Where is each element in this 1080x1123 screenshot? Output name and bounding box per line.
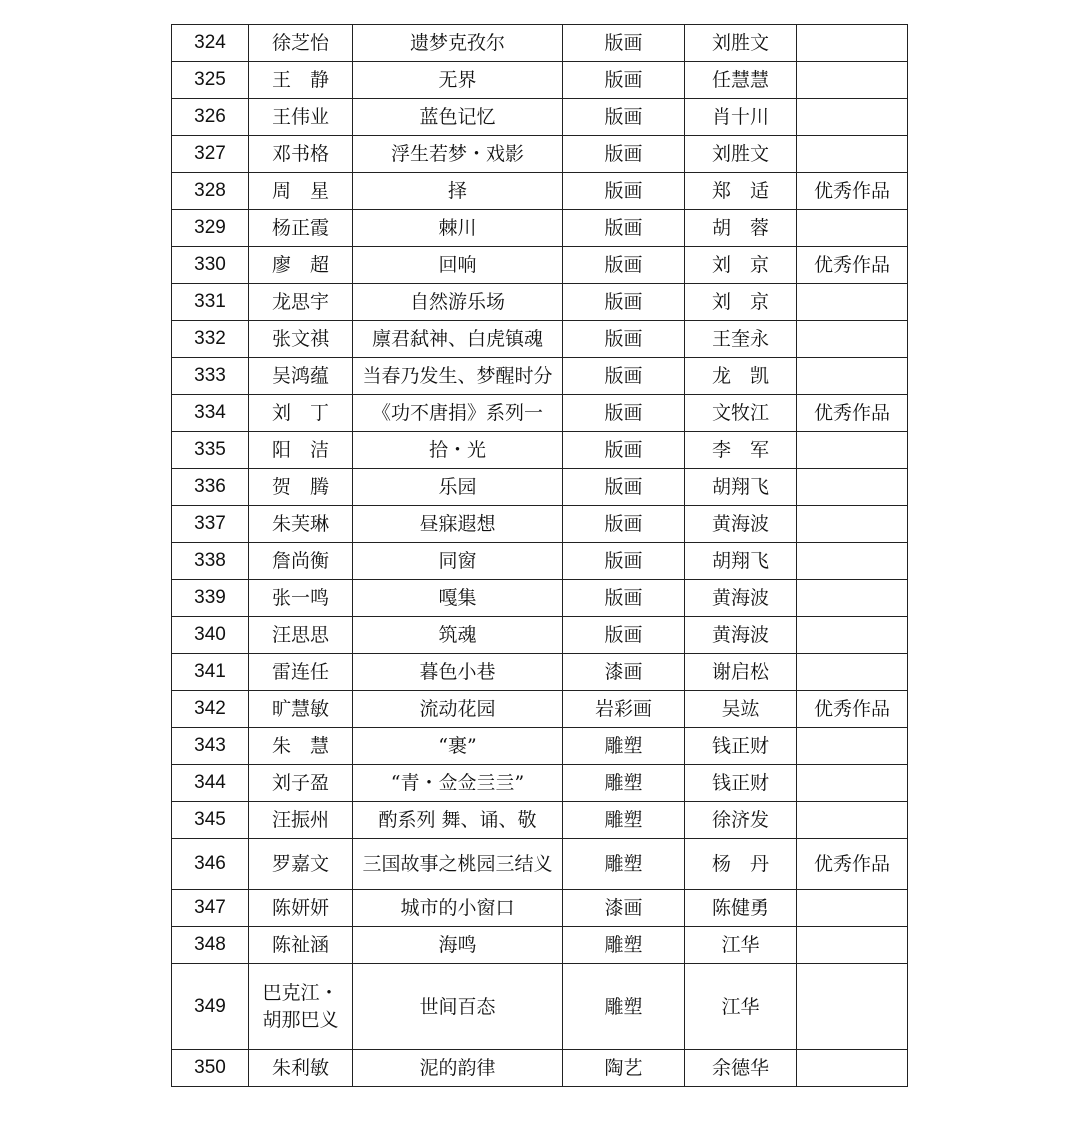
table-row (172, 543, 908, 580)
tutor-name: 李 军 (685, 432, 797, 469)
student-name: 陈妍妍 (249, 890, 353, 927)
award-note (797, 321, 908, 358)
student-name: 汪振州 (249, 802, 353, 839)
row-number: 334 (172, 395, 249, 432)
artwork-title: 回响 (353, 247, 563, 284)
artwork-title: 城市的小窗口 (353, 890, 563, 927)
artwork-title: 浮生若梦・戏影 (353, 136, 563, 173)
tutor-name: 徐济发 (685, 802, 797, 839)
student-name: 雷连任 (249, 654, 353, 691)
artwork-category: 雕塑 (563, 765, 685, 802)
tutor-name: 胡翔飞 (685, 543, 797, 580)
table-row (172, 210, 908, 247)
tutor-name: 陈健勇 (685, 890, 797, 927)
table-row (172, 247, 908, 284)
artwork-category: 版画 (563, 506, 685, 543)
award-note (797, 432, 908, 469)
student-name: 刘子盈 (249, 765, 353, 802)
row-number: 326 (172, 99, 249, 136)
student-name: 杨正霞 (249, 210, 353, 247)
artwork-category: 版画 (563, 62, 685, 99)
table-row (172, 25, 908, 62)
artwork-title: 三国故事之桃园三结义 (353, 839, 563, 890)
student-name: 詹尚衡 (249, 543, 353, 580)
artwork-title: 无界 (353, 62, 563, 99)
award-note (797, 1050, 908, 1087)
artwork-category: 漆画 (563, 654, 685, 691)
tutor-name: 刘胜文 (685, 136, 797, 173)
table-row (172, 839, 908, 890)
table-row (172, 802, 908, 839)
tutor-name: 钱正财 (685, 765, 797, 802)
artwork-category: 版画 (563, 617, 685, 654)
artwork-category: 雕塑 (563, 964, 685, 1050)
student-name: 汪思思 (249, 617, 353, 654)
artwork-title: 当春乃发生、梦醒时分 (353, 358, 563, 395)
tutor-name: 刘胜文 (685, 25, 797, 62)
artwork-category: 雕塑 (563, 802, 685, 839)
row-number: 338 (172, 543, 249, 580)
table-row (172, 136, 908, 173)
tutor-name: 杨 丹 (685, 839, 797, 890)
artwork-title: 蓝色记忆 (353, 99, 563, 136)
row-number: 332 (172, 321, 249, 358)
student-name: 廖 超 (249, 247, 353, 284)
award-note (797, 654, 908, 691)
table-row (172, 964, 908, 1050)
award-note (797, 99, 908, 136)
artwork-title: 择 (353, 173, 563, 210)
artwork-title: “青・佥佥亖亖” (353, 765, 563, 802)
student-name: 张一鸣 (249, 580, 353, 617)
row-number: 328 (172, 173, 249, 210)
table-row (172, 173, 908, 210)
artwork-category: 雕塑 (563, 927, 685, 964)
student-name: 朱利敏 (249, 1050, 353, 1087)
artwork-title: 乐园 (353, 469, 563, 506)
student-name: 朱 慧 (249, 728, 353, 765)
artwork-category: 版画 (563, 136, 685, 173)
award-note (797, 765, 908, 802)
row-number: 349 (172, 964, 249, 1050)
table-row (172, 1050, 908, 1087)
student-name: 王 静 (249, 62, 353, 99)
row-number: 347 (172, 890, 249, 927)
row-number: 350 (172, 1050, 249, 1087)
tutor-name: 龙 凯 (685, 358, 797, 395)
tutor-name: 王奎永 (685, 321, 797, 358)
award-note (797, 964, 908, 1050)
tutor-name: 郑 适 (685, 173, 797, 210)
tutor-name: 胡翔飞 (685, 469, 797, 506)
award-note (797, 580, 908, 617)
student-name: 刘 丁 (249, 395, 353, 432)
artwork-category: 版画 (563, 469, 685, 506)
tutor-name: 黄海波 (685, 617, 797, 654)
award-note (797, 284, 908, 321)
table-row (172, 395, 908, 432)
row-number: 327 (172, 136, 249, 173)
award-note (797, 210, 908, 247)
student-name: 王伟业 (249, 99, 353, 136)
artwork-category: 漆画 (563, 890, 685, 927)
artwork-title: 流动花园 (353, 691, 563, 728)
artwork-category: 版画 (563, 247, 685, 284)
artwork-category: 版画 (563, 395, 685, 432)
award-note (797, 358, 908, 395)
artwork-title: 廪君弑神、白虎镇魂 (353, 321, 563, 358)
artwork-category: 版画 (563, 543, 685, 580)
row-number: 343 (172, 728, 249, 765)
artwork-title: 昼寐遐想 (353, 506, 563, 543)
row-number: 325 (172, 62, 249, 99)
table-row (172, 321, 908, 358)
artwork-title: 同窗 (353, 543, 563, 580)
artwork-title: 遗梦克孜尔 (353, 25, 563, 62)
artwork-title: 筑魂 (353, 617, 563, 654)
table-row (172, 765, 908, 802)
award-table (171, 24, 908, 1087)
table-row (172, 927, 908, 964)
row-number: 344 (172, 765, 249, 802)
table-row (172, 728, 908, 765)
table-row (172, 580, 908, 617)
artwork-category: 雕塑 (563, 728, 685, 765)
student-name (249, 964, 353, 1050)
artwork-category: 版画 (563, 580, 685, 617)
artwork-title: 拾・光 (353, 432, 563, 469)
student-name: 张文祺 (249, 321, 353, 358)
row-number: 324 (172, 25, 249, 62)
student-name-text: 巴克江・胡那巴义 (262, 981, 339, 1031)
tutor-name: 江华 (685, 927, 797, 964)
tutor-name: 任慧慧 (685, 62, 797, 99)
award-note: 优秀作品 (797, 691, 908, 728)
tutor-name: 谢启松 (685, 654, 797, 691)
student-name: 龙思宇 (249, 284, 353, 321)
student-name: 邓书格 (249, 136, 353, 173)
award-note (797, 136, 908, 173)
artwork-category: 版画 (563, 432, 685, 469)
tutor-name: 吴竑 (685, 691, 797, 728)
artwork-title: 酌系列 舞、诵、敬 (353, 802, 563, 839)
award-note (797, 506, 908, 543)
row-number: 333 (172, 358, 249, 395)
table-row (172, 890, 908, 927)
table-row (172, 284, 908, 321)
tutor-name: 胡 蓉 (685, 210, 797, 247)
artwork-category: 版画 (563, 321, 685, 358)
artwork-category: 版画 (563, 25, 685, 62)
row-number: 336 (172, 469, 249, 506)
artwork-title: 棘川 (353, 210, 563, 247)
award-note (797, 890, 908, 927)
tutor-name: 江华 (685, 964, 797, 1050)
student-name: 罗嘉文 (249, 839, 353, 890)
tutor-name: 黄海波 (685, 580, 797, 617)
student-name: 吴鸿蕴 (249, 358, 353, 395)
award-note (797, 543, 908, 580)
student-name: 陈祉涵 (249, 927, 353, 964)
award-table-body (172, 25, 908, 1087)
artwork-category: 版画 (563, 99, 685, 136)
tutor-name: 肖十川 (685, 99, 797, 136)
student-name: 旷慧敏 (249, 691, 353, 728)
table-row (172, 432, 908, 469)
table-row (172, 99, 908, 136)
award-note: 优秀作品 (797, 395, 908, 432)
artwork-title: 嘎集 (353, 580, 563, 617)
row-number: 346 (172, 839, 249, 890)
award-note: 优秀作品 (797, 839, 908, 890)
tutor-name: 钱正财 (685, 728, 797, 765)
award-note (797, 62, 908, 99)
row-number: 340 (172, 617, 249, 654)
student-name: 阳 洁 (249, 432, 353, 469)
artwork-title: 《功不唐捐》系列一 (353, 395, 563, 432)
table-row (172, 654, 908, 691)
row-number: 341 (172, 654, 249, 691)
award-note (797, 617, 908, 654)
artwork-category: 岩彩画 (563, 691, 685, 728)
row-number: 330 (172, 247, 249, 284)
tutor-name: 文牧江 (685, 395, 797, 432)
row-number: 342 (172, 691, 249, 728)
award-note (797, 728, 908, 765)
row-number: 348 (172, 927, 249, 964)
table-row (172, 617, 908, 654)
row-number: 335 (172, 432, 249, 469)
row-number: 331 (172, 284, 249, 321)
award-note (797, 802, 908, 839)
row-number: 329 (172, 210, 249, 247)
student-name: 贺 腾 (249, 469, 353, 506)
artwork-title: 暮色小巷 (353, 654, 563, 691)
artwork-title: 世间百态 (353, 964, 563, 1050)
tutor-name: 刘 京 (685, 284, 797, 321)
artwork-title: 海鸣 (353, 927, 563, 964)
artwork-category: 版画 (563, 358, 685, 395)
artwork-category: 版画 (563, 173, 685, 210)
tutor-name: 黄海波 (685, 506, 797, 543)
tutor-name: 余德华 (685, 1050, 797, 1087)
artwork-category: 陶艺 (563, 1050, 685, 1087)
row-number: 345 (172, 802, 249, 839)
artwork-category: 版画 (563, 210, 685, 247)
student-name: 周 星 (249, 173, 353, 210)
award-note: 优秀作品 (797, 173, 908, 210)
artwork-title: “裹” (353, 728, 563, 765)
table-row (172, 691, 908, 728)
award-note (797, 469, 908, 506)
table-row (172, 62, 908, 99)
tutor-name: 刘 京 (685, 247, 797, 284)
artwork-title: 自然游乐场 (353, 284, 563, 321)
artwork-title: 泥的韵律 (353, 1050, 563, 1087)
student-name: 朱芙琳 (249, 506, 353, 543)
award-note (797, 25, 908, 62)
artwork-category: 版画 (563, 284, 685, 321)
student-name: 徐芝怡 (249, 25, 353, 62)
row-number: 337 (172, 506, 249, 543)
table-row (172, 506, 908, 543)
table-row (172, 469, 908, 506)
table-row (172, 358, 908, 395)
award-note (797, 927, 908, 964)
artwork-category: 雕塑 (563, 839, 685, 890)
row-number: 339 (172, 580, 249, 617)
award-note: 优秀作品 (797, 247, 908, 284)
